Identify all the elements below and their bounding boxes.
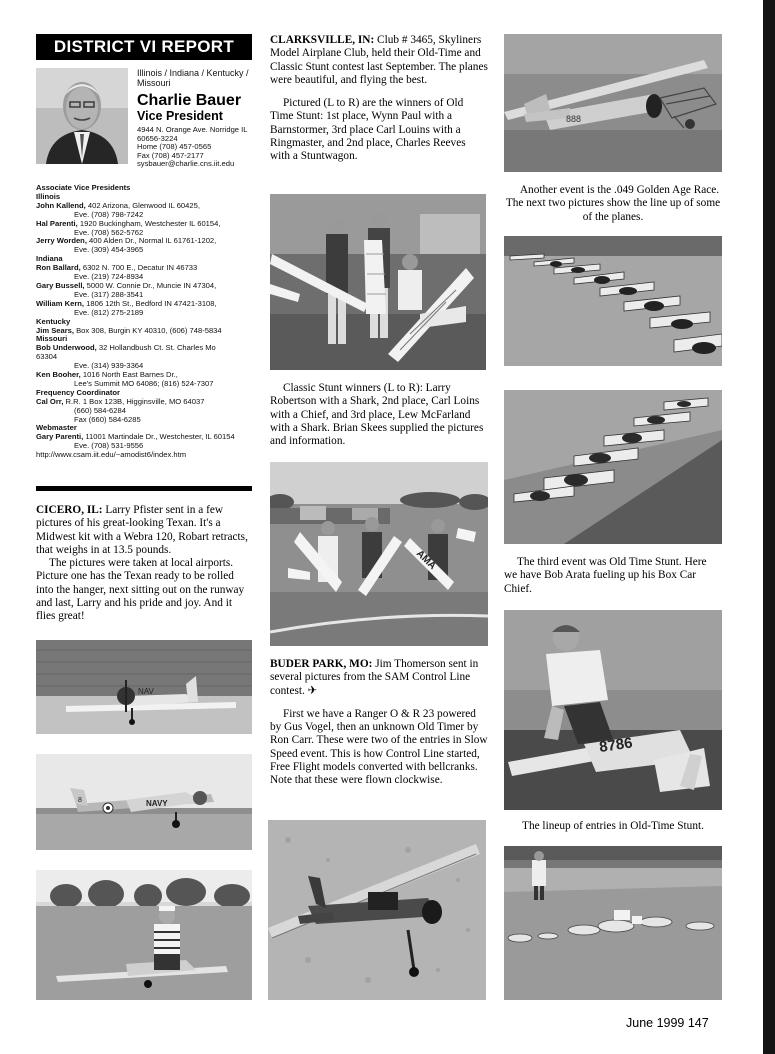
roster-person-details: 402 Arizona, Glenwood IL 60425, [85, 201, 200, 210]
vice-president-address [137, 126, 257, 169]
classic-stunt-caption: Classic Stunt winners (L to R): Larry Robertson with a Shark, 2nd place, Carl Loins with a Chief, and 3rd place, Lew McFarland with a Shark. Brian Skees supplied the pictures and information. [270, 382, 484, 448]
roster-line [36, 282, 256, 291]
roster-person-name: Ken Booher, [36, 371, 81, 380]
vice-president-title: Vice President [137, 109, 223, 123]
clarksville-article [270, 34, 488, 164]
roster-line [36, 220, 256, 229]
fax-number: Fax (708) 457-2177 [137, 150, 204, 160]
roster-person-details: 5000 W. Connie Dr., Muncie IN 47304, [84, 281, 217, 290]
roster-line: Kentucky [36, 317, 71, 326]
classic-stunt-winners-photo [270, 462, 488, 646]
roster-line: Eve. (708) 562-5762 [74, 228, 144, 237]
fuselage-number: 888 [566, 114, 582, 124]
address-line: 4944 N. Orange Ave. Norridge IL [137, 125, 248, 134]
roster-person-details: 400 Alden Dr., Normal IL 61761-1202, [86, 237, 217, 246]
district-report-banner: DISTRICT VI REPORT [36, 34, 252, 60]
lineup-caption-block [504, 820, 722, 833]
roster-line: Illinois [36, 192, 61, 201]
cicero-heading: CICERO, IL: [36, 504, 103, 516]
vice-president-portrait [36, 68, 128, 164]
district-states: Illinois / Indiana / Kentucky / Missouri [137, 68, 249, 88]
wing-marking: AMA [413, 548, 438, 572]
roster-line [36, 237, 256, 246]
roster-person-name: Jerry Worden, [36, 237, 87, 246]
section-divider [36, 486, 252, 491]
roster-line [36, 371, 256, 380]
roster-person-details: 1016 North East Barnes Dr., [80, 371, 178, 380]
tail-number: 8 [78, 797, 82, 804]
roster-line: Eve. (708) 798-7242 [74, 210, 144, 219]
clarksville-paragraph-2: Pictured (L to R) are the winners of Old Time Stunt: 1st place, Wynn Paul with a Barnstormer, 3rd place Carl Louins with a Ringmaster, and 2nd place, Charles Reeves with a Stuntwagon. [270, 97, 466, 163]
home-phone: Home (708) 457-0565 [137, 142, 212, 152]
old-time-stunt-lineup-photo [504, 846, 722, 1000]
associate-roster [36, 184, 256, 460]
roster-person-details: R.R. 1 Box 123B, Higginsville, MO 64037 [63, 397, 205, 406]
roster-line: Indiana [36, 255, 63, 264]
roster-line: 63304 [36, 353, 58, 362]
roster-person-name: Gary Bussell, [36, 281, 85, 290]
roster-person-name: William Kern, [36, 299, 85, 308]
clarksville-paragraph-1: Club # 3465, Skyliners Model Airplane Club, held their Old-Time and Classic Stunt contest last September. The planes were beautiful, and flying the best. [270, 34, 488, 86]
larry-with-texan-photo [36, 870, 252, 1000]
roster-line [36, 264, 256, 273]
third-event-caption: The third event was Old Time Stunt. Here we have Bob Arata fueling up his Box Car Chief. [504, 556, 707, 595]
roster-person-name: Jim Sears, [36, 326, 74, 335]
roster-line: Eve. (314) 939-3364 [74, 362, 144, 371]
classic-stunt-caption-block [270, 382, 488, 448]
email-link[interactable]: sysbauer@charlie.cns.iit.edu [137, 159, 235, 169]
roster-line [36, 344, 256, 353]
roster-person-details: 6302 N. 700 E., Decatur IN 46733 [80, 264, 198, 273]
roster-person-name: Gary Parenti, [36, 433, 84, 442]
wing-number: 8786 [598, 734, 634, 756]
clarksville-heading: CLARKSVILLE, IN: [270, 34, 375, 46]
box-car-chief-photo [504, 610, 722, 810]
roster-person-name: Cal Orr, [36, 397, 64, 406]
roster-line: Eve. (219) 724-8934 [74, 273, 144, 282]
page-binding-edge [763, 0, 775, 1054]
buder-park-heading: BUDER PARK, MO: [270, 658, 373, 670]
texan-hangar-photo [36, 640, 252, 734]
roster-line: Missouri [36, 335, 68, 344]
fuselage-marking: NAVY [146, 799, 168, 808]
roster-person-details: Box 308, Burgin KY 40310, (606) 748-5834 [74, 326, 222, 335]
roster-person-name: John Kallend, [36, 201, 86, 210]
texan-runway-photo [36, 754, 252, 850]
roster-line: Webmaster [36, 424, 77, 433]
roster-person-name: Bob Underwood, [36, 344, 97, 353]
roster-person-details: 32 Hollandbush Ct. St. Charles Mo [96, 344, 216, 353]
golden-age-plane-photo [504, 34, 722, 172]
buder-park-paragraph-1: Jim Thomerson sent in several pictures from the SAM Control Line contest. [270, 658, 479, 697]
lineup-caption: The lineup of entries in Old-Time Stunt. [522, 820, 704, 832]
cicero-article [36, 504, 254, 624]
golden-age-lineup-photo-1 [504, 236, 722, 366]
old-time-stunt-winners-photo [270, 194, 486, 370]
roster-person-name: Hal Parenti, [36, 219, 78, 228]
roster-line: Associate Vice Presidents [36, 184, 131, 192]
cicero-paragraph-2: The pictures were taken at local airports. Picture one has the Texan ready to be rolled into the hanger, next sitting out on the runway and last, Larry and his pride and joy. And it flies great! [36, 557, 245, 623]
roster-person-details: 11001 Martindale Dr., Westchester, IL 60154 [83, 433, 235, 442]
airplane-dingbat-icon: ✈ [307, 684, 318, 697]
roster-line [36, 433, 256, 442]
buder-park-article [270, 658, 488, 788]
golden-age-caption: Another event is the .049 Golden Age Race. The next two pictures show the line up of some of the planes. [505, 184, 721, 223]
third-event-caption-block [504, 556, 722, 596]
roster-line: Eve. (708) 531-9556 [74, 442, 144, 451]
vice-president-name: Charlie Bauer [137, 92, 242, 109]
roster-line: Lee's Summit MO 64086; (816) 524-7307 [74, 379, 214, 388]
ranger-model-photo [268, 820, 486, 1000]
roster-line: Eve. (812) 275-2189 [74, 308, 144, 317]
page-footer: June 1999 147 [626, 1016, 709, 1030]
cicero-paragraph-1: Larry Pfister sent in a few pictures of his great-looking Texan. It's a Midwest kit with a Webra 120, Robart retracts, that weighs in at 13.5 pounds. [36, 504, 248, 556]
roster-line: Fax (660) 584-6285 [74, 415, 141, 424]
golden-age-lineup-photo-2 [504, 390, 722, 544]
roster-line: Eve. (309) 454-3965 [74, 246, 144, 255]
roster-line[interactable]: http://www.csam.iit.edu/~amodist6/index.htm [36, 451, 187, 460]
address-line: 60656-3224 [137, 133, 178, 143]
roster-line [36, 398, 256, 407]
buder-park-paragraph-2: First we have a Ranger O & R 23 powered by Gus Vogel, then an unknown Old Timer by Ron Carr. These were two of the entries in Slow Speed event. This is how Control Line started, Free Flight models converted with bellcranks. Note that these were flown clockwise. [270, 707, 488, 787]
roster-person-name: Ron Ballard, [36, 264, 81, 273]
tail-marking: NAV [138, 687, 154, 696]
roster-line [36, 300, 256, 309]
roster-line: Eve. (317) 288-3541 [74, 290, 144, 299]
golden-age-caption-block [504, 184, 722, 224]
roster-person-details: 1920 Buckingham, Westchester IL 60154, [77, 219, 221, 228]
roster-line: Frequency Coordinator [36, 388, 120, 397]
roster-line [36, 202, 256, 211]
roster-person-details: 1806 12th St., Bedford IN 47421-3108, [84, 299, 217, 308]
roster-line: (660) 584-6284 [74, 406, 126, 415]
roster-line [36, 327, 256, 336]
